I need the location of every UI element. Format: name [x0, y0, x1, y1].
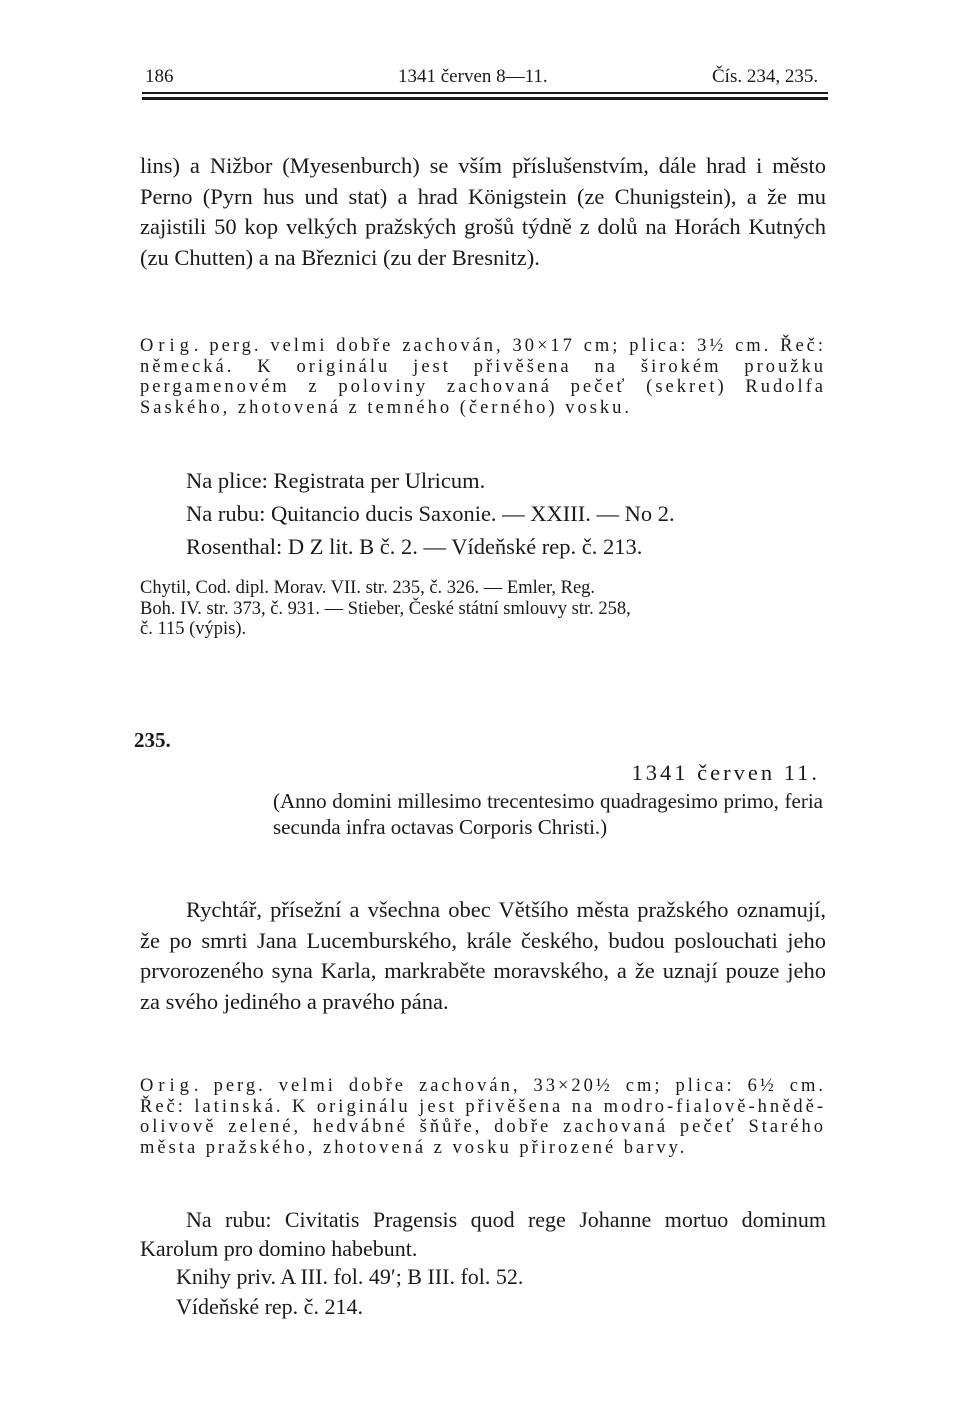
doc235-orig-text: perg. velmi dobře zachován, 33×20½ cm; plica: 6½ cm. Řeč: latinská. K originálu jest přivěšena na modro-fialově-hnědě-olivově zelené, hedvábné šňůře, dobře zachovaná pečeť Starého města pražského, zhotovená z vosku přirozené barvy. [140, 1076, 826, 1159]
doc234-note-rubric: Na rubu: Quitancio ducis Saxonie. — XXIII. — No 2. [186, 501, 675, 526]
header-document-reference: Čís. 234, 235. [712, 66, 819, 87]
doc235-rubric: Na rubu: Civitatis Pragensis quod rege Johanne mortuo dominum Karolum pro domino habebunt. [140, 1207, 826, 1261]
page-number: 186 [145, 66, 174, 87]
doc235-body-text: Rychtář, přísežní a všechna obec Většího města pražského oznamují, že po smrti Jana Lucemburského, krále českého, budou poslouchati jeho prvorozeného syna Karla, markraběte moravského, a že uznají pouze jeho za svého jediného a pravého pána. [140, 897, 826, 1014]
doc234-body-text: lins) a Nižbor (Myesenburch) se vším příslušenstvím, dále hrad i město Perno (Pyrn hus und stat) a hrad Königstein (ze Chunigstein), a že mu zajistili 50 kop velkých pražských grošů týdně z dolů na Horách Kutných (zu Chutten) a na Březnici (zu der Bresnitz). [140, 153, 826, 270]
doc234-orig-text: perg. velmi dobře zachován, 30×17 cm; plica: 3½ cm. Řeč: německá. K originálu jest přivěšena na širokém proužku pergamenovém z poloviny zachovaná pečeť (sekret) Rudolfa Saského, zhotovená z temného (černého) vosku. [140, 336, 827, 419]
header-date: 1341 červen 8—11. [398, 66, 548, 87]
header-rule-top [142, 92, 828, 94]
doc234-description [140, 336, 826, 419]
header-rule-bottom [142, 97, 828, 100]
doc235-date: 1341 červen 11. [631, 760, 820, 785]
doc234-note-plica: Na plice: Registrata per Ulricum. [186, 468, 486, 493]
doc235-ref-knihy: Knihy priv. A III. fol. 49′; B III. fol. 52. [176, 1264, 524, 1289]
doc235-ref-rep: Vídeňské rep. č. 214. [176, 1294, 363, 1319]
doc235-orig-label: Orig. [140, 1076, 204, 1096]
doc234-orig-label: Orig. [140, 336, 204, 356]
doc234-note-rosenthal: Rosenthal: D Z lit. B č. 2. — Vídeňské rep. č. 213. [186, 534, 643, 559]
doc235-number: 235. [134, 728, 171, 752]
doc234-literature: Chytil, Cod. dipl. Morav. VII. str. 235, č. 326. — Emler, Reg. Boh. IV. str. 373, č. 931. — Stieber, České státní smlouvy str. 258, č. 115 (výpis). [140, 578, 631, 640]
doc235-description [140, 1076, 826, 1159]
doc235-latin-date: (Anno domini millesimo trecentesimo quadragesimo primo, feria secunda infra octavas Corporis Christi.) [273, 789, 823, 839]
